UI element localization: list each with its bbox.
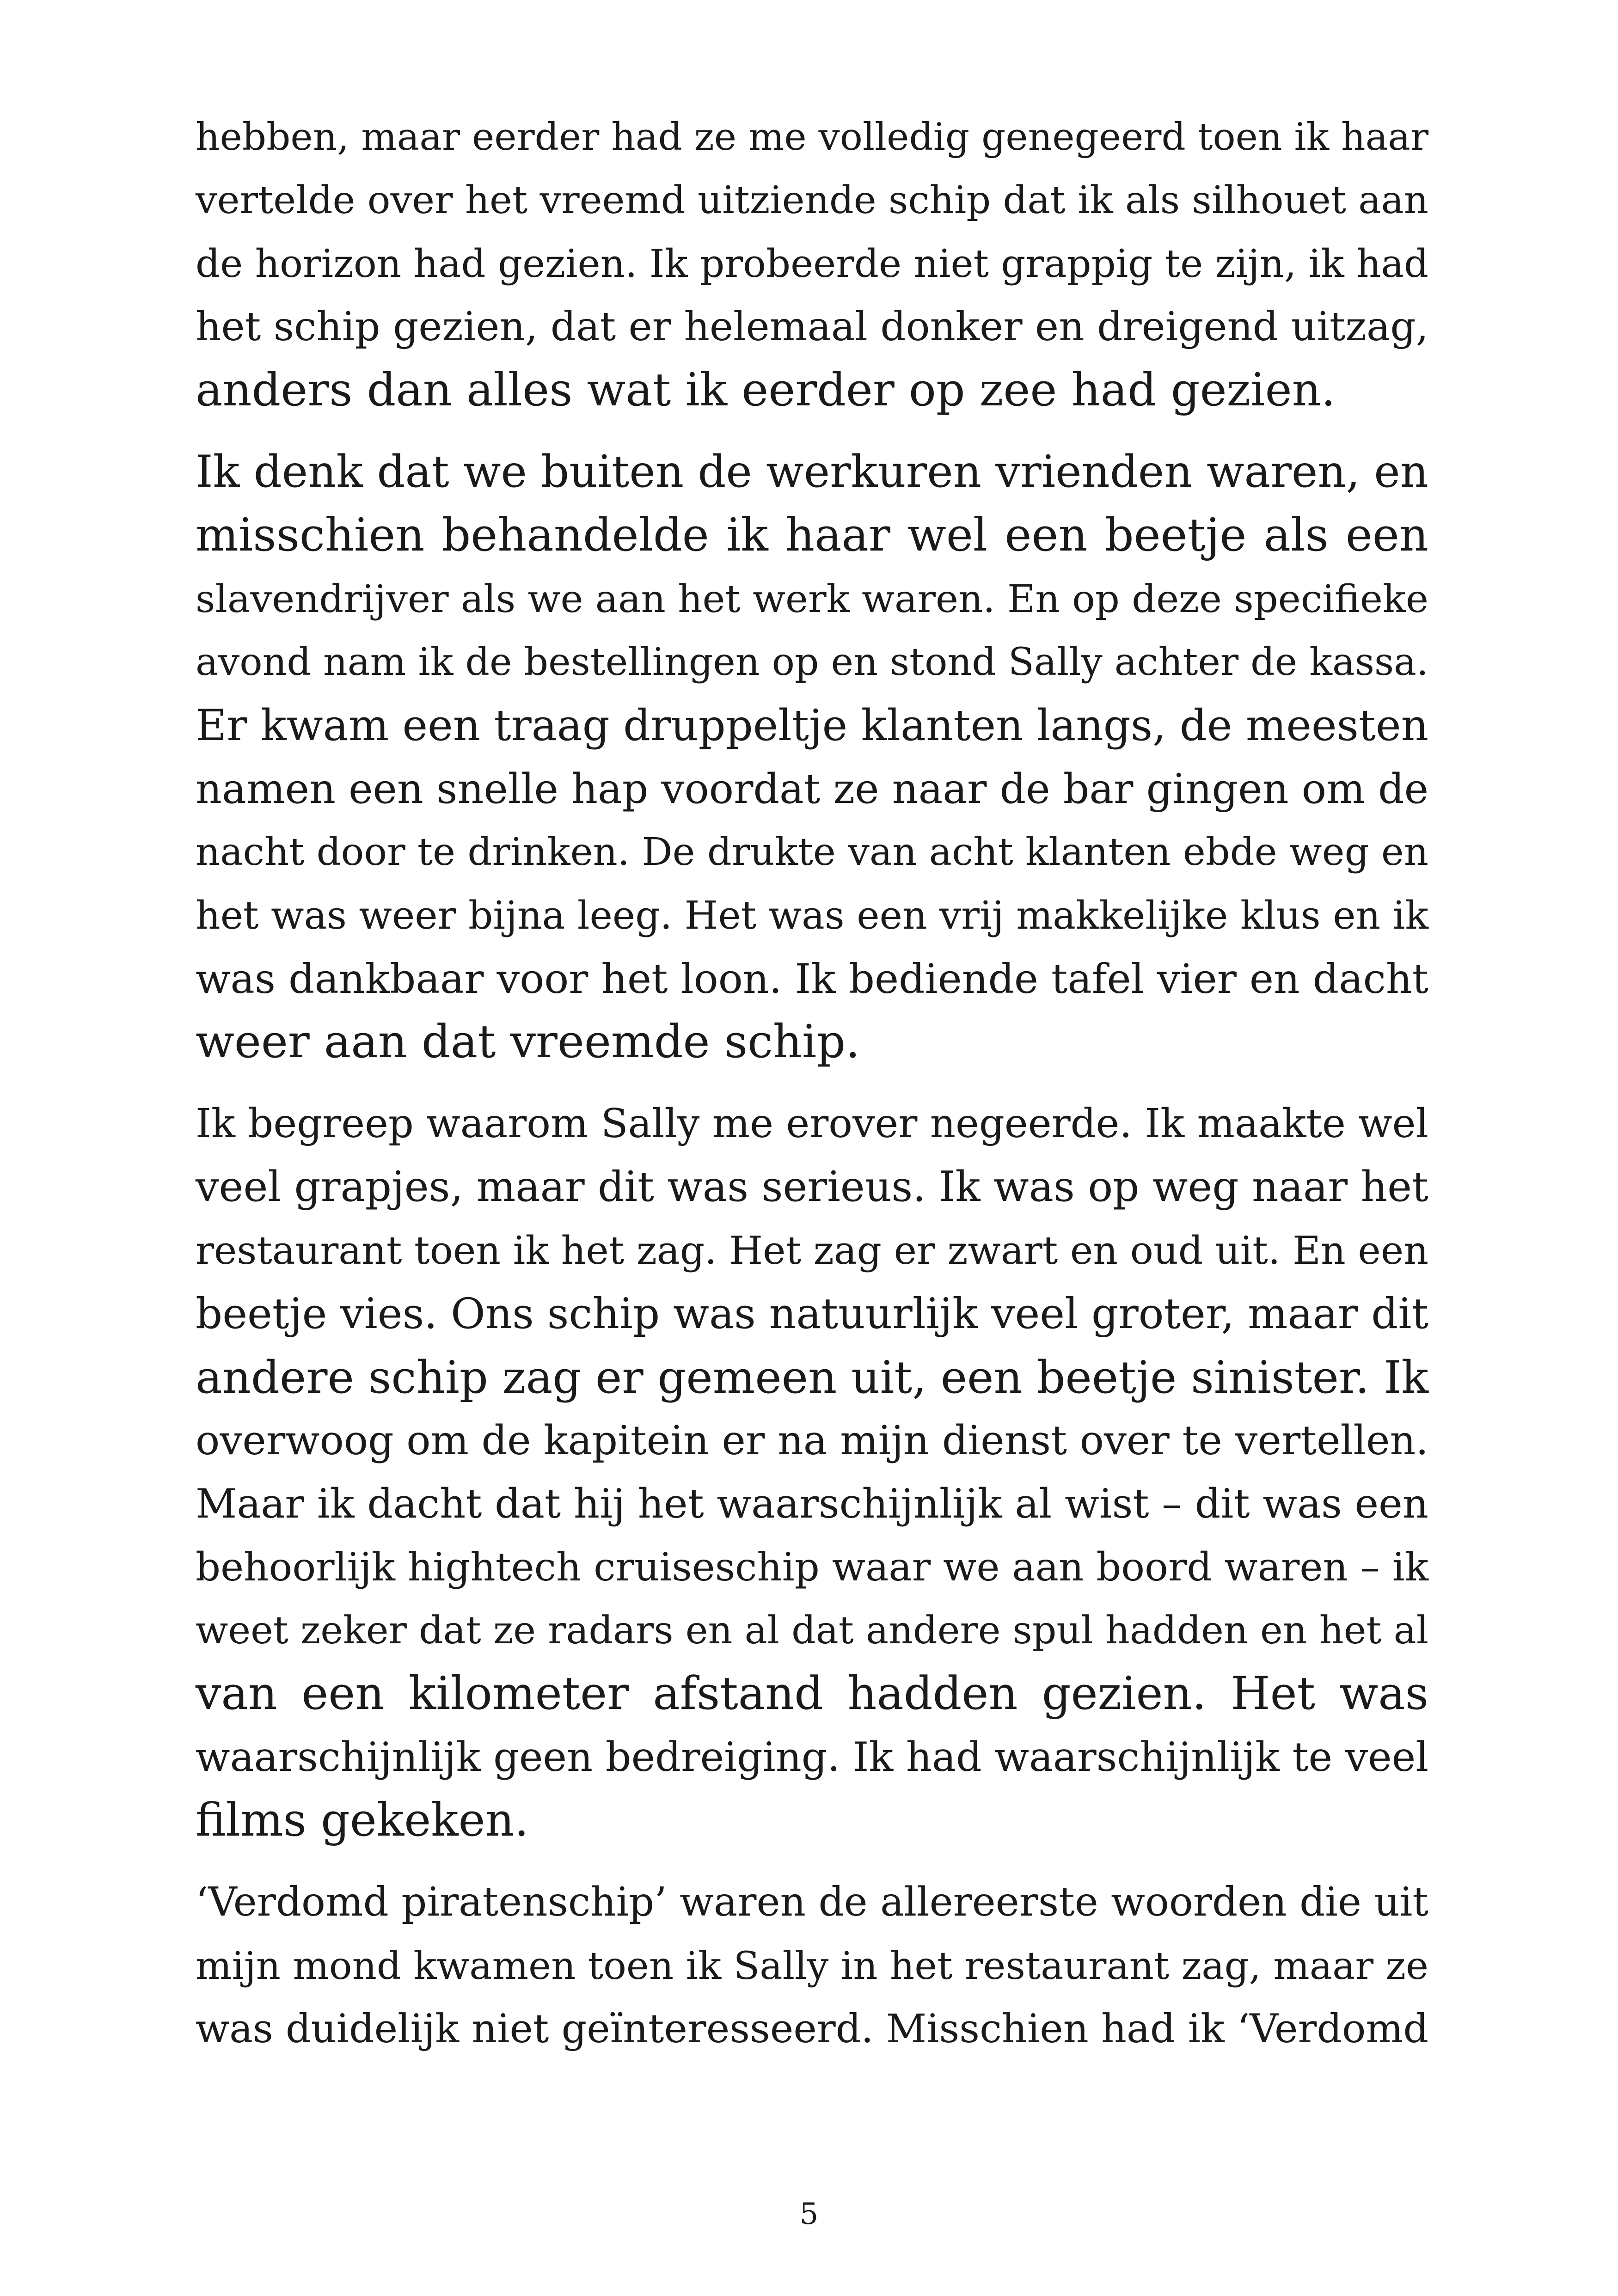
text-line: slavendrijver als we aan het werk waren. En op deze specifieke xyxy=(196,576,1428,621)
text-line: Ik begreep waarom Sally me erover negeerde. Ik maakte wel xyxy=(196,1101,1428,1147)
paragraph-2 xyxy=(196,441,1428,1074)
text-line: namen een snelle hap voordat ze naar de bar gingen om de xyxy=(196,765,1429,813)
text-line: was dankbaar voor het loon. Ik bediende tafel vier en dacht xyxy=(196,955,1428,1003)
text-line: was duidelijk niet geïnteresseerd. Misschien had ik ‘Verdomd xyxy=(196,2006,1428,2052)
text-line: vertelde over het vreemd uitziende schip dat ik als silhouet aan xyxy=(196,178,1428,222)
text-line: mijn mond kwamen toen ik Sally in het restaurant zag, maar ze xyxy=(196,1943,1428,1988)
text-line: de horizon had gezien. Ik probeerde niet grappig te zijn, ik had xyxy=(196,241,1428,286)
body-text xyxy=(196,105,1428,2079)
text-line: hebben, maar eerder had ze me volledig genegeerd toen ik haar xyxy=(196,115,1428,159)
text-line: behoorlijk hightech cruiseschip waar we aan boord waren – ik xyxy=(196,1544,1428,1590)
text-line: weer aan dat vreemde schip. xyxy=(196,1016,860,1068)
text-line: ‘Verdomd piratenschip’ waren de allereerste woorden die uit xyxy=(196,1879,1428,1925)
text-line: Er kwam een traag druppeltje klanten langs, de meesten xyxy=(196,700,1428,750)
text-line: beetje vies. Ons schip was natuurlijk veel groter, maar dit xyxy=(196,1290,1429,1338)
text-line: avond nam ik de bestellingen op en stond Sally achter de kassa. xyxy=(196,640,1428,684)
paragraph-4 xyxy=(196,1871,1428,2061)
paragraph-3 xyxy=(196,1092,1428,1852)
text-line: Ik denk dat we buiten de werkuren vrienden waren, en xyxy=(196,447,1428,497)
text-line: waarschijnlijk geen bedreiging. Ik had waarschijnlijk te veel xyxy=(196,1733,1429,1781)
text-line: andere schip zag er gemeen uit, een beetje sinister. Ik xyxy=(196,1351,1428,1403)
page-number: 5 xyxy=(799,2197,819,2231)
text-line: veel grapjes, maar dit was serieus. Ik was op weg naar het xyxy=(196,1163,1428,1211)
text-line: weet zeker dat ze radars en al dat andere spul hadden en het al xyxy=(196,1609,1428,1653)
paragraph-1 xyxy=(196,105,1428,422)
text-line: nacht door te drinken. De drukte van acht klanten ebde weg en xyxy=(196,830,1428,874)
text-line: films gekeken. xyxy=(196,1794,529,1847)
text-line: het schip gezien, dat er helemaal donker en dreigend uitzag, xyxy=(196,304,1428,350)
text-line: overwoog om de kapitein er na mijn dienst over te vertellen. xyxy=(196,1417,1428,1464)
text-line: anders dan alles wat ik eerder op zee had gezien. xyxy=(196,364,1336,416)
text-line: het was weer bijna leeg. Het was een vrij makkelijke klus en ik xyxy=(196,893,1428,938)
text-line: misschien behandelde ik haar wel een beetje als een xyxy=(196,509,1428,562)
text-line: Maar ik dacht dat hij het waarschijnlijk al wist – dit was een xyxy=(196,1480,1428,1527)
text-line: van een kilometer afstand hadden gezien. Het was xyxy=(196,1667,1428,1720)
text-line: restaurant toen ik het zag. Het zag er zwart en oud uit. En een xyxy=(196,1228,1428,1273)
